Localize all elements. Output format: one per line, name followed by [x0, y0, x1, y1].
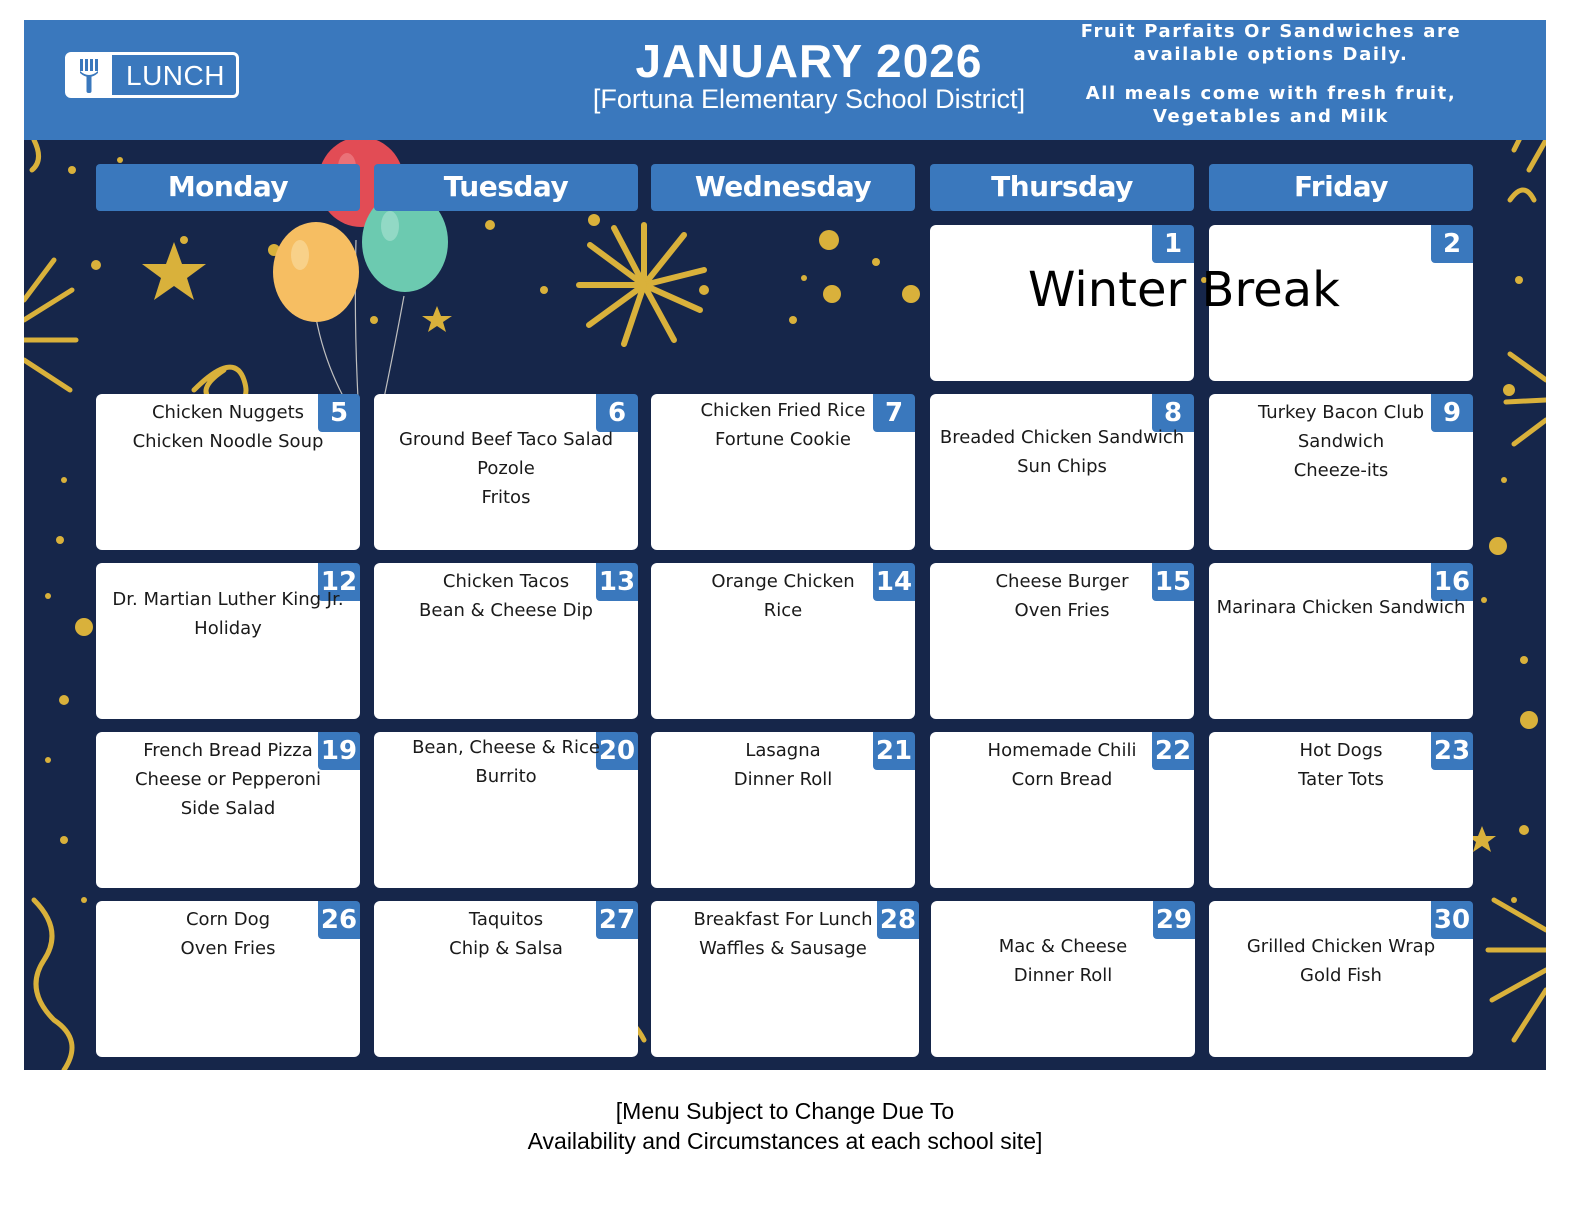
date-badge: 2: [1431, 225, 1473, 263]
menu-item: Cheeze-its: [1293, 460, 1389, 481]
winter-break-label: Winter Break: [1028, 262, 1340, 318]
menu-items: [96, 736, 360, 823]
page-title: JANUARY 2026: [635, 35, 983, 87]
menu-item: Cheese or Pepperoni: [134, 769, 322, 790]
menu-items: [374, 567, 638, 625]
menu-items: [931, 932, 1195, 990]
footer-line: Availability and Circumstances at each school site]: [527, 1128, 1043, 1154]
date-badge: 19: [318, 732, 360, 770]
menu-items: [374, 425, 638, 512]
menu-item: Oven Fries: [180, 938, 276, 959]
date-badge: 27: [596, 901, 638, 939]
menu-items: [930, 567, 1194, 625]
date-badge: 5: [318, 394, 360, 432]
day-cell: [651, 732, 915, 888]
menu-items: [651, 905, 915, 963]
menu-items: [1209, 398, 1473, 485]
menu-item: Corn Bread: [1011, 769, 1113, 790]
day-cell: [651, 394, 915, 550]
menu-items: [96, 585, 360, 643]
menu-items: [374, 905, 638, 963]
menu-item: Fritos: [481, 487, 531, 508]
menu-item: Chicken Fried Rice: [700, 400, 866, 421]
day-cell: [1209, 901, 1473, 1057]
date-badge: 7: [873, 394, 915, 432]
day-cell: [374, 901, 638, 1057]
day-cell: [930, 394, 1194, 550]
menu-items: [96, 905, 360, 963]
day-cell: [374, 732, 638, 888]
date-badge: 6: [596, 394, 638, 432]
menu-items: [651, 396, 915, 454]
menu-item: Sandwich: [1297, 431, 1385, 452]
date-badge: 20: [596, 732, 638, 770]
weekday-monday: Monday: [96, 164, 360, 211]
date-badge: 1: [1152, 225, 1194, 263]
lunch-logo: [65, 52, 239, 98]
menu-item: Burrito: [475, 766, 537, 787]
date-badge: 14: [873, 563, 915, 601]
date-badge: 13: [596, 563, 638, 601]
menu-items: [1209, 736, 1473, 794]
date-badge: 30: [1431, 901, 1473, 939]
menu-item: Rice: [763, 600, 803, 621]
day-cell: [96, 732, 360, 888]
menu-items: [1209, 593, 1473, 622]
menu-items: [930, 736, 1194, 794]
menu-item: Dr. Martian Luther King Jr.: [112, 589, 344, 610]
date-badge: 29: [1153, 901, 1195, 939]
menu-item: Side Salad: [180, 798, 276, 819]
logo-label: LUNCH: [126, 60, 225, 91]
day-cell: [96, 394, 360, 550]
menu-item: Chicken Noodle Soup: [132, 431, 324, 452]
date-badge: 23: [1431, 732, 1473, 770]
menu-items: [96, 398, 360, 456]
options-note: Fruit Parfaits Or Sandwiches are available options Daily.: [1080, 21, 1462, 65]
date-badge: 8: [1152, 394, 1194, 432]
day-cell: [96, 901, 360, 1057]
menu-item: Sun Chips: [1017, 456, 1107, 477]
menu-item: Oven Fries: [1014, 600, 1110, 621]
day-cell: [1209, 732, 1473, 888]
menu-item: Breakfast For Lunch: [693, 909, 873, 930]
day-cell: [374, 563, 638, 719]
menu-item: Orange Chicken: [711, 571, 855, 592]
weekday-wednesday: Wednesday: [651, 164, 915, 211]
footer-note: [24, 1096, 1546, 1156]
menu-item: Homemade Chili: [987, 740, 1137, 761]
day-cell: [651, 563, 915, 719]
date-badge: 9: [1431, 394, 1473, 432]
day-cell: [930, 563, 1194, 719]
menu-item: Hot Dogs: [1299, 740, 1383, 761]
menu-item: French Bread Pizza: [143, 740, 313, 761]
date-badge: 26: [318, 901, 360, 939]
header-banner: [24, 20, 1546, 140]
menu-item: Chicken Tacos: [442, 571, 570, 592]
menu-item: Chip & Salsa: [449, 938, 563, 959]
menu-item: Mac & Cheese: [998, 936, 1128, 957]
day-cell: [931, 901, 1195, 1057]
menu-items: [1209, 932, 1473, 990]
menu-item: Dinner Roll: [733, 769, 833, 790]
menu-item: Lasagna: [745, 740, 821, 761]
menu-item: Corn Dog: [185, 909, 271, 930]
date-badge: 15: [1152, 563, 1194, 601]
date-badge: 12: [318, 563, 360, 601]
menu-item: Marinara Chicken Sandwich: [1216, 597, 1466, 618]
menu-item: Fortune Cookie: [715, 429, 851, 450]
menu-item: Ground Beef Taco Salad: [398, 429, 614, 450]
weekday-thursday: Thursday: [930, 164, 1194, 211]
menu-item: Waffles & Sausage: [699, 938, 867, 959]
day-cell: [374, 394, 638, 550]
day-cell: [930, 732, 1194, 888]
menu-item: Taquitos: [468, 909, 544, 930]
menu-item: Tater Tots: [1298, 769, 1384, 790]
menu-items: [930, 423, 1194, 481]
day-cell: [1209, 563, 1473, 719]
fork-icon: [68, 55, 112, 95]
date-badge: 21: [873, 732, 915, 770]
menu-item: Chicken Nuggets: [151, 402, 305, 423]
meals-note: All meals come with fresh fruit, Vegetables and Milk: [1085, 83, 1457, 127]
footer-line: [Menu Subject to Change Due To: [615, 1098, 955, 1124]
menu-item: Gold Fish: [1300, 965, 1382, 986]
menu-item: Bean, Cheese & Rice: [412, 737, 600, 758]
menu-item: Breaded Chicken Sandwich: [939, 427, 1185, 448]
date-badge: 22: [1152, 732, 1194, 770]
weekday-friday: Friday: [1209, 164, 1473, 211]
menu-item: Grilled Chicken Wrap: [1246, 936, 1436, 957]
menu-items: [374, 733, 638, 791]
menu-item: Pozole: [477, 458, 535, 479]
menu-item: Holiday: [194, 618, 262, 639]
menu-items: [651, 736, 915, 794]
district-name: [Fortuna Elementary School District]: [592, 84, 1026, 114]
day-cell: [1209, 394, 1473, 550]
menu-item: Cheese Burger: [995, 571, 1129, 592]
menu-item: Dinner Roll: [1013, 965, 1113, 986]
day-cell: [96, 563, 360, 719]
menu-item: Bean & Cheese Dip: [419, 600, 593, 621]
day-cell: [651, 901, 919, 1057]
date-badge: 16: [1431, 563, 1473, 601]
menu-item: Turkey Bacon Club: [1257, 402, 1425, 423]
date-badge: 28: [877, 901, 919, 939]
menu-items: [651, 567, 915, 625]
weekday-tuesday: Tuesday: [374, 164, 638, 211]
